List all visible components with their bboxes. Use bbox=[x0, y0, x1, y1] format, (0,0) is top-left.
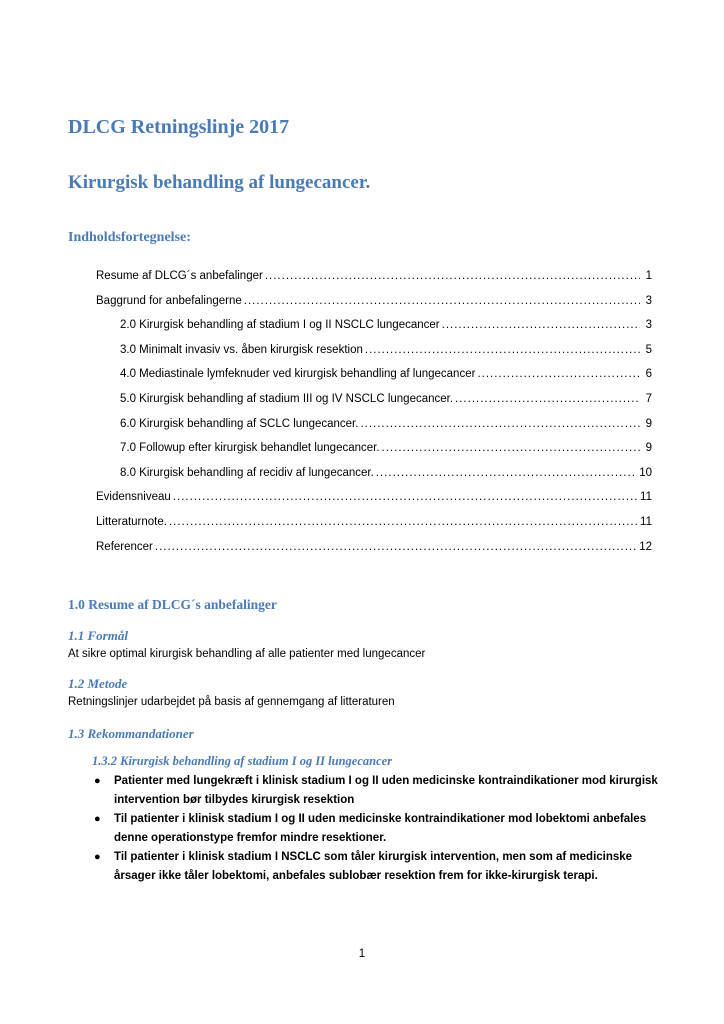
toc-entry-title: 4.0 Mediastinale lymfeknuder ved kirurgisk behandling af lungecancer bbox=[120, 368, 476, 381]
list-item-text: Patienter med lungekræft i klinisk stadium I og II uden medicinske kontraindikationer mod kirurgisk intervention bør tilbydes kirurgisk resektion bbox=[114, 775, 658, 806]
toc-entry-page: 3 bbox=[645, 319, 652, 332]
toc-entry-page: 9 bbox=[645, 417, 652, 430]
toc-entry-page: 7 bbox=[645, 393, 652, 405]
toc-leader-dots bbox=[265, 268, 640, 284]
toc-entry[interactable] bbox=[120, 416, 652, 432]
toc-entry[interactable] bbox=[96, 539, 652, 555]
toc-heading: Indholdsfortegnelse: bbox=[68, 230, 191, 245]
toc-leader-dots bbox=[244, 293, 640, 309]
toc-leader-dots bbox=[360, 416, 640, 432]
toc-leader-dots bbox=[455, 391, 640, 407]
toc-entry-page: 9 bbox=[645, 442, 652, 455]
toc-leader-dots bbox=[155, 539, 637, 555]
toc-entry[interactable] bbox=[96, 293, 652, 309]
toc-entry[interactable] bbox=[120, 440, 652, 456]
bullet-icon: ● bbox=[94, 813, 101, 825]
recommendation-list bbox=[92, 772, 664, 886]
toc-entry[interactable] bbox=[120, 465, 652, 481]
toc-entry-page: 10 bbox=[639, 466, 652, 479]
document-title: DLCG Retningslinje 2017 bbox=[68, 116, 290, 138]
page-number: 1 bbox=[358, 948, 366, 960]
section-1-1-heading: 1.1 Formål bbox=[68, 628, 128, 643]
toc-entry-title: 5.0 Kirurgisk behandling af stadium III og IV NSCLC lungecancer. bbox=[120, 393, 454, 405]
toc-entry[interactable] bbox=[120, 391, 652, 407]
toc-entry[interactable] bbox=[120, 366, 652, 382]
list-item-text: Til patienter i klinisk stadium I NSCLC som tåler kirurgisk intervention, men som af medicinske årsager ikke tåler lobektomi, anbefales sublobær resektion frem for ikke-kirurgisk terapi. bbox=[114, 851, 633, 882]
toc-entry-title: 6.0 Kirurgisk behandling af SCLC lungecancer. bbox=[120, 417, 359, 430]
toc-entry-title: 2.0 Kirurgisk behandling af stadium I og II NSCLC lungecancer bbox=[120, 319, 440, 332]
document-subtitle: Kirurgisk behandling af lungecancer. bbox=[68, 172, 371, 193]
toc-entry-page: 12 bbox=[639, 540, 652, 553]
section-1-3-heading: 1.3 Rekommandationer bbox=[68, 726, 194, 741]
bullet-icon: ● bbox=[94, 851, 101, 863]
toc-entry-page: 11 bbox=[640, 491, 652, 504]
section-1-2-text: Retningslinjer udarbejdet på basis af gennemgang af litteraturen bbox=[68, 696, 395, 708]
list-item bbox=[92, 810, 664, 848]
toc-leader-dots bbox=[376, 465, 637, 481]
list-item bbox=[92, 848, 664, 886]
toc-entry-page: 1 bbox=[645, 270, 652, 282]
section-1-1-text: At sikre optimal kirurgisk behandling af alle patienter med lungecancer bbox=[68, 648, 426, 660]
toc-entry-title: Baggrund for anbefalingerne bbox=[96, 294, 242, 307]
toc-entry-page: 5 bbox=[645, 343, 652, 356]
toc-entry-title: Referencer bbox=[96, 540, 153, 553]
toc-entry-title: 7.0 Followup efter kirurgisk behandlet lungecancer. bbox=[120, 442, 380, 455]
toc-leader-dots bbox=[365, 342, 640, 358]
toc-entry[interactable] bbox=[120, 342, 652, 358]
section-1-3-2-heading: 1.3.2 Kirurgisk behandling af stadium I og II lungecancer bbox=[92, 754, 393, 768]
toc-entry-title: 8.0 Kirurgisk behandling af recidiv af lungecancer. bbox=[120, 466, 374, 479]
bullet-icon: ● bbox=[94, 775, 101, 787]
toc-entry-title: Litteraturnote. bbox=[96, 516, 167, 528]
toc-entry[interactable] bbox=[96, 268, 652, 284]
list-item-text: Til patienter i klinisk stadium I og II uden medicinske kontraindikationer mod lobektomi anbefales denne operationstype fremfor mindre resektioner. bbox=[114, 813, 647, 844]
toc-leader-dots bbox=[382, 440, 640, 456]
toc-entry-page: 3 bbox=[645, 294, 652, 307]
list-item bbox=[92, 772, 664, 810]
toc-entry[interactable] bbox=[120, 317, 652, 333]
toc-leader-dots bbox=[477, 366, 640, 382]
toc-entry-title: Evidensniveau bbox=[96, 491, 171, 504]
section-1-heading: 1.0 Resume af DLCG´s anbefalinger bbox=[68, 597, 277, 612]
toc-entry[interactable] bbox=[96, 514, 652, 530]
toc-entry-title: Resume af DLCG´s anbefalinger bbox=[96, 270, 263, 282]
toc-leader-dots bbox=[169, 514, 638, 530]
toc-leader-dots bbox=[173, 489, 638, 505]
section-1-2-heading: 1.2 Metode bbox=[68, 676, 128, 691]
toc-entry-page: 6 bbox=[645, 368, 652, 381]
toc-leader-dots bbox=[442, 317, 640, 333]
toc-entry[interactable] bbox=[96, 489, 652, 505]
toc-entry-title: 3.0 Minimalt invasiv vs. åben kirurgisk resektion bbox=[120, 343, 363, 356]
toc-entry-page: 11 bbox=[640, 516, 652, 528]
